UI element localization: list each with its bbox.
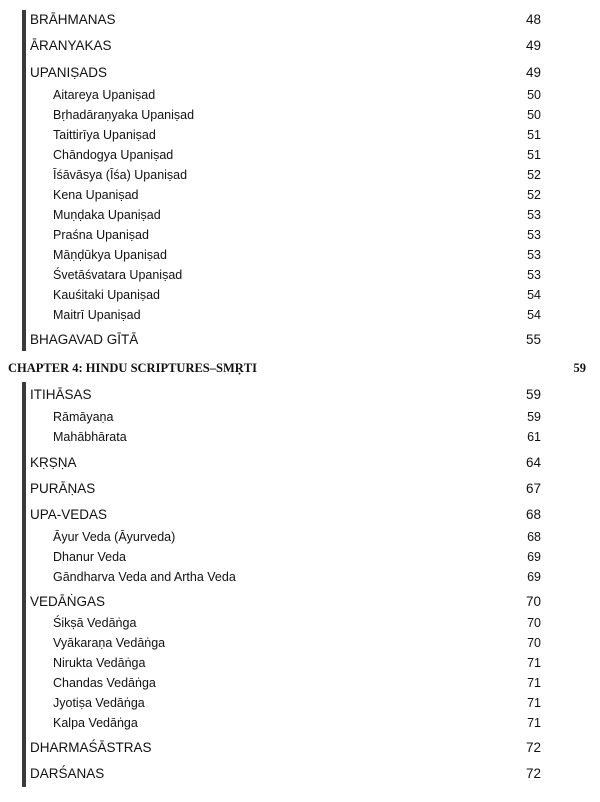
toc-title: Īśāvāsya (Īśa) Upaniṣad: [53, 168, 188, 182]
toc-page-number: 70: [527, 636, 541, 650]
toc-page-number: 50: [527, 108, 541, 122]
toc-page-number: 51: [527, 148, 541, 162]
toc-title: Āyur Veda (Āyurveda): [53, 530, 176, 544]
toc-page-number: 71: [527, 656, 541, 670]
toc-page-number: 67: [525, 481, 541, 496]
toc-title: Jyotiṣa Vedāṅga: [53, 696, 145, 710]
toc-subentry[interactable]: [0, 225, 600, 245]
toc-page-number: 59: [527, 410, 541, 424]
toc-subentry[interactable]: [0, 693, 600, 713]
toc-subentry[interactable]: [0, 245, 600, 265]
toc-title: Māṇḍūkya Upaniṣad: [53, 248, 167, 262]
toc-page-number: 53: [527, 228, 541, 242]
toc-page-number: 61: [527, 430, 541, 444]
toc-title: PURĀṆAS: [30, 481, 96, 496]
toc-title: Śikṣā Vedāṅga: [53, 616, 137, 630]
toc-entry-krsna[interactable]: [0, 453, 600, 473]
toc-entry-brahmanas[interactable]: [0, 10, 600, 30]
toc-title: Maitrī Upaniṣad: [53, 308, 141, 322]
toc-subentry[interactable]: [0, 265, 600, 285]
toc-subentry[interactable]: [0, 527, 600, 547]
toc-subentry[interactable]: [0, 427, 600, 447]
toc-title: DARŚANAS: [30, 766, 105, 781]
toc-entry-upa-vedas[interactable]: [0, 505, 600, 525]
toc-title: BRĀHMANAS: [30, 12, 116, 27]
toc-subentry[interactable]: [0, 713, 600, 733]
toc-subentry[interactable]: [0, 145, 600, 165]
toc-page-number: 72: [525, 766, 541, 781]
toc-chapter-heading[interactable]: [0, 358, 600, 378]
toc-entry-vedangas[interactable]: [0, 592, 600, 612]
toc-subentry[interactable]: [0, 547, 600, 567]
toc-title: Kauśitaki Upaniṣad: [53, 288, 161, 302]
toc-subentry[interactable]: [0, 125, 600, 145]
toc-page-number: 51: [527, 128, 541, 142]
toc-page-number: 49: [525, 38, 541, 53]
toc-title: Dhanur Veda: [53, 550, 126, 564]
toc-subentry[interactable]: [0, 407, 600, 427]
toc-page-number: 70: [525, 594, 541, 609]
toc-page-number: 69: [527, 550, 541, 564]
toc-page-number: 64: [525, 455, 541, 470]
toc-page-number: 71: [527, 696, 541, 710]
toc-title: VEDĀṄGAS: [30, 594, 106, 609]
toc-entry-bhagavad-gita[interactable]: [0, 330, 600, 350]
toc-subentry[interactable]: [0, 653, 600, 673]
toc-entry-darsanas[interactable]: [0, 764, 600, 784]
toc-page-number: 52: [527, 188, 541, 202]
toc-entry-upanisads[interactable]: [0, 63, 600, 83]
toc-title: Vyākaraṇa Vedāṅga: [53, 636, 166, 650]
toc-title: Praśna Upaniṣad: [53, 228, 149, 242]
toc-subentry[interactable]: [0, 613, 600, 633]
toc-subentry[interactable]: [0, 305, 600, 325]
toc-page-number: 59: [525, 387, 541, 402]
toc-subentry[interactable]: [0, 85, 600, 105]
toc-subentry[interactable]: [0, 567, 600, 587]
toc-page-number: 69: [527, 570, 541, 584]
toc-entry-puranas[interactable]: [0, 479, 600, 499]
toc-subentry[interactable]: [0, 185, 600, 205]
toc-title: KṚṢṆA: [30, 455, 77, 470]
toc-entry-itihasas[interactable]: [0, 385, 600, 405]
toc-title: Kalpa Vedāṅga: [53, 716, 138, 730]
toc-page-number: 71: [527, 676, 541, 690]
toc-subentry[interactable]: [0, 165, 600, 185]
toc-entry-aranyakas[interactable]: [0, 36, 600, 56]
toc-title: Rāmāyaṇa: [53, 410, 114, 424]
toc-title: ITIHĀSAS: [30, 387, 92, 402]
toc-page-number: 68: [527, 530, 541, 544]
toc-title: Taittirīya Upaniṣad: [53, 128, 156, 142]
toc-page-number: 53: [527, 208, 541, 222]
toc-title: DHARMAŚĀSTRAS: [30, 740, 152, 755]
toc-page-number: 68: [525, 507, 541, 522]
toc-subentry[interactable]: [0, 285, 600, 305]
toc-page-number: 53: [527, 248, 541, 262]
toc-subentry[interactable]: [0, 105, 600, 125]
toc-title: Aitareya Upaniṣad: [53, 88, 156, 102]
chapter-title: CHAPTER 4: HINDU SCRIPTURES–SMṚTI: [8, 361, 257, 375]
toc-page-number: 53: [527, 268, 541, 282]
toc-page-number: 72: [525, 740, 541, 755]
toc-page-number: 49: [525, 65, 541, 80]
toc-title: UPA-VEDAS: [30, 507, 108, 522]
toc-subentry[interactable]: [0, 205, 600, 225]
toc-subentry[interactable]: [0, 673, 600, 693]
toc-page-number: 54: [527, 308, 541, 322]
toc-title: Kena Upaniṣad: [53, 188, 139, 202]
toc-title: Mahābhārata: [53, 430, 127, 444]
toc-page-number: 55: [525, 332, 541, 347]
toc-entry-dharmasastras[interactable]: [0, 738, 600, 758]
chapter-page-number: 59: [573, 361, 586, 375]
toc-title: Muṇḍaka Upaniṣad: [53, 208, 161, 222]
toc-page-number: 54: [527, 288, 541, 302]
toc-page-number: 48: [525, 12, 541, 27]
toc-subentry[interactable]: [0, 633, 600, 653]
toc-page-number: 70: [527, 616, 541, 630]
toc-title: Nirukta Vedāṅga: [53, 656, 146, 670]
toc-page-number: 52: [527, 168, 541, 182]
toc-title: Chāndogya Upaniṣad: [53, 148, 174, 162]
toc-page-number: 71: [527, 716, 541, 730]
toc-title: Gāndharva Veda and Artha Veda: [53, 570, 236, 584]
toc-title: Bṛhadāraṇyaka Upaniṣad: [53, 108, 195, 122]
toc-title: Śvetāśvatara Upaniṣad: [53, 268, 183, 282]
toc-title: Chandas Vedāṅga: [53, 676, 156, 690]
toc-title: ĀRANYAKAS: [30, 38, 112, 53]
toc-title: UPANIṢADS: [30, 65, 108, 80]
toc-title: BHAGAVAD GĪTĀ: [30, 332, 139, 347]
toc-page-number: 50: [527, 88, 541, 102]
